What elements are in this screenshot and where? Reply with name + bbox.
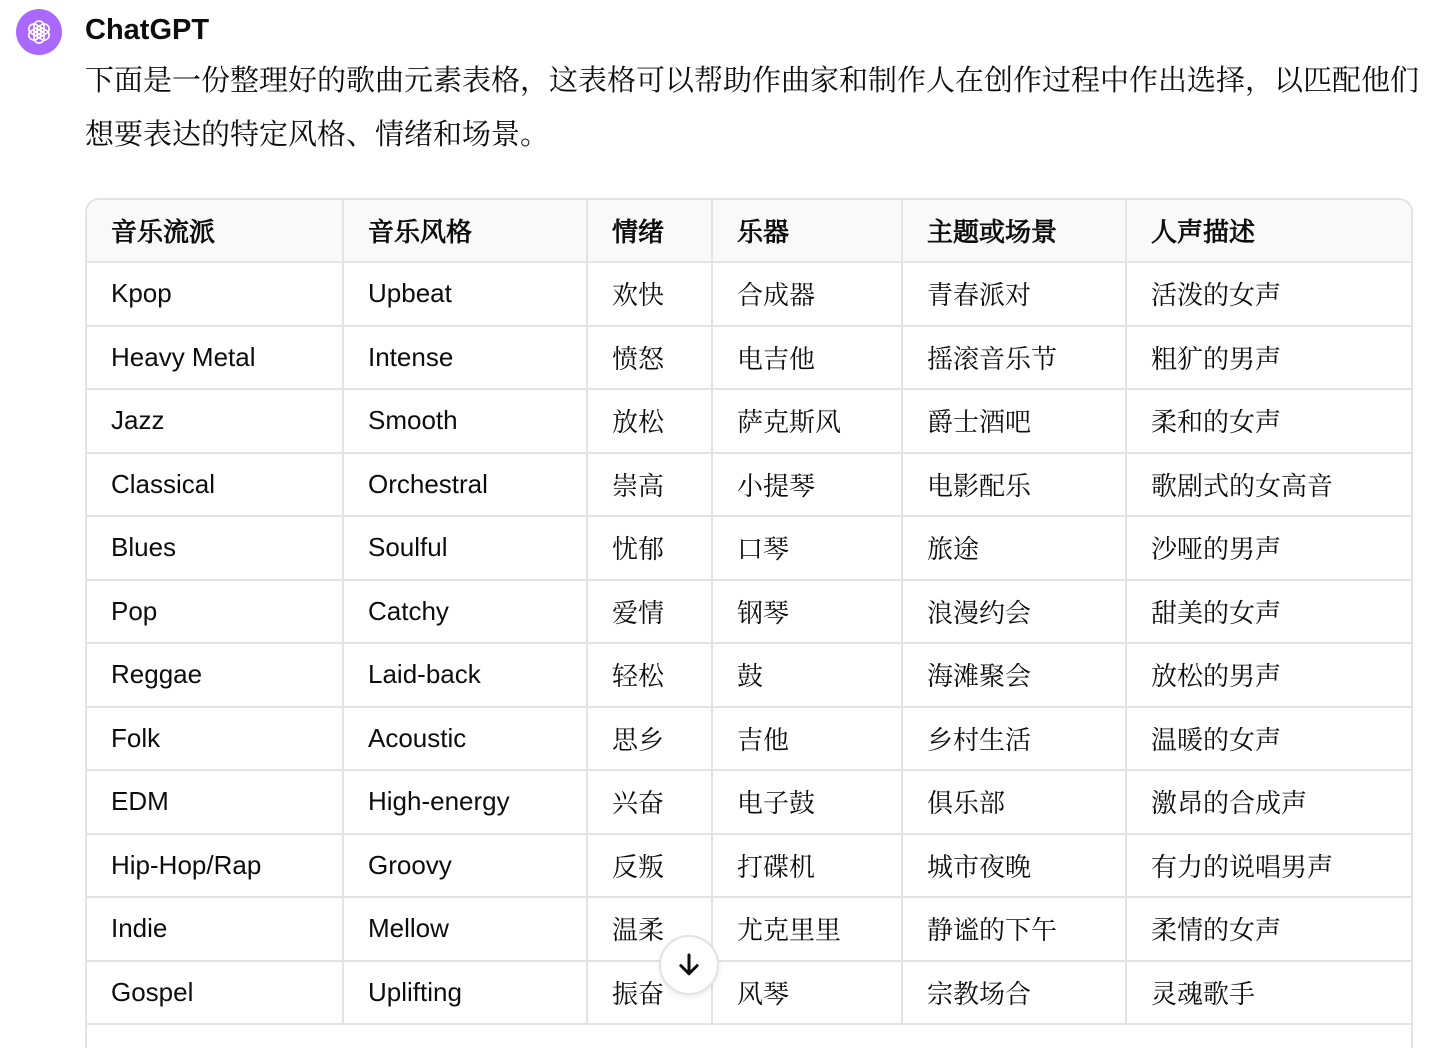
cell-instrument: 口琴 — [712, 516, 902, 580]
cell-genre: Gospel — [87, 961, 343, 1025]
table-row — [87, 262, 1413, 326]
column-header-instrument: 乐器 — [712, 200, 902, 262]
cell-instrument: 萨克斯风 — [712, 389, 902, 453]
cell-vocal: 有力的说唱男声 — [1126, 834, 1413, 898]
openai-logo-icon — [24, 17, 54, 47]
cell-instrument: 打碟机 — [712, 834, 902, 898]
arrow-down-icon — [674, 950, 704, 980]
cell-theme: 青春派对 — [902, 262, 1126, 326]
song-elements-table — [85, 198, 1413, 1048]
cell-genre: Classical — [87, 453, 343, 517]
table-row — [87, 643, 1413, 707]
cell-theme: 浪漫约会 — [902, 580, 1126, 644]
cell-mood: 欢快 — [587, 262, 712, 326]
cell-instrument: 吉他 — [712, 707, 902, 771]
cell-theme: 海滩聚会 — [902, 643, 1126, 707]
cell-instrument: 电子鼓 — [712, 770, 902, 834]
cell-vocal: 粗犷的男声 — [1126, 326, 1413, 390]
column-header-genre: 音乐流派 — [87, 200, 343, 262]
cell-mood: 思乡 — [587, 707, 712, 771]
cell-mood: 兴奋 — [587, 770, 712, 834]
cell-instrument: 小提琴 — [712, 453, 902, 517]
cell-instrument: 鼓 — [712, 643, 902, 707]
cell-instrument: 尤克里里 — [712, 897, 902, 961]
cell-style: Acoustic — [343, 707, 587, 771]
table-header-row — [87, 200, 1413, 262]
cell-style: Mellow — [343, 897, 587, 961]
table-row — [87, 389, 1413, 453]
column-header-vocal: 人声描述 — [1126, 200, 1413, 262]
cell-genre: Jazz — [87, 389, 343, 453]
column-header-style: 音乐风格 — [343, 200, 587, 262]
cell-style: Smooth — [343, 389, 587, 453]
cell-genre: Heavy Metal — [87, 326, 343, 390]
cell-mood: 轻松 — [587, 643, 712, 707]
cell-vocal: 柔情的女声 — [1126, 897, 1413, 961]
table-row — [87, 707, 1413, 771]
cell-style: Laid-back — [343, 643, 587, 707]
table-row — [87, 516, 1413, 580]
cell-genre: Folk — [87, 707, 343, 771]
cell-vocal: 歌剧式的女高音 — [1126, 453, 1413, 517]
cell-vocal: 甜美的女声 — [1126, 580, 1413, 644]
cell-genre: Hip-Hop/Rap — [87, 834, 343, 898]
table-row — [87, 580, 1413, 644]
cell-theme: 宗教场合 — [902, 961, 1126, 1025]
cell-vocal: 柔和的女声 — [1126, 389, 1413, 453]
cell-mood: 反叛 — [587, 834, 712, 898]
cell-vocal: 激昂的合成声 — [1126, 770, 1413, 834]
scroll-to-bottom-button[interactable] — [659, 935, 719, 995]
cell-theme: 城市夜晚 — [902, 834, 1126, 898]
table-row — [87, 770, 1413, 834]
cell-vocal: 沙哑的男声 — [1126, 516, 1413, 580]
column-header-mood: 情绪 — [587, 200, 712, 262]
cell-instrument: 电吉他 — [712, 326, 902, 390]
message-text: 下面是一份整理好的歌曲元素表格，这表格可以帮助作曲家和制作人在创作过程中作出选择，以匹配他们想要表达的特定风格、情绪和场景。 — [85, 63, 1420, 151]
cell-genre: EDM — [87, 770, 343, 834]
cell-mood: 愤怒 — [587, 326, 712, 390]
avatar — [16, 9, 62, 55]
table-row — [87, 897, 1413, 961]
cell-mood: 忧郁 — [587, 516, 712, 580]
cell-instrument: 钢琴 — [712, 580, 902, 644]
table — [87, 200, 1413, 1025]
table-row — [87, 326, 1413, 390]
cell-vocal: 放松的男声 — [1126, 643, 1413, 707]
cell-style: Groovy — [343, 834, 587, 898]
cell-genre: Indie — [87, 897, 343, 961]
cell-theme: 乡村生活 — [902, 707, 1126, 771]
cell-genre: Kpop — [87, 262, 343, 326]
cell-mood: 振奋 — [587, 961, 712, 1025]
cell-theme: 摇滚音乐节 — [902, 326, 1126, 390]
cell-genre: Blues — [87, 516, 343, 580]
cell-mood: 放松 — [587, 389, 712, 453]
cell-mood: 温柔 — [587, 897, 712, 961]
sender-name: ChatGPT — [85, 14, 210, 46]
table-row — [87, 834, 1413, 898]
cell-genre: Reggae — [87, 643, 343, 707]
cell-mood: 崇高 — [587, 453, 712, 517]
cell-theme: 静谧的下午 — [902, 897, 1126, 961]
cell-style: High-energy — [343, 770, 587, 834]
cell-style: Upbeat — [343, 262, 587, 326]
cell-vocal: 灵魂歌手 — [1126, 961, 1413, 1025]
cell-genre: Pop — [87, 580, 343, 644]
cell-style: Intense — [343, 326, 587, 390]
cell-style: Uplifting — [343, 961, 587, 1025]
cell-theme: 爵士酒吧 — [902, 389, 1126, 453]
cell-instrument: 合成器 — [712, 262, 902, 326]
cell-style: Orchestral — [343, 453, 587, 517]
table-row — [87, 961, 1413, 1025]
cell-instrument: 风琴 — [712, 961, 902, 1025]
cell-vocal: 温暖的女声 — [1126, 707, 1413, 771]
cell-theme: 俱乐部 — [902, 770, 1126, 834]
cell-mood: 爱情 — [587, 580, 712, 644]
column-header-theme: 主题或场景 — [902, 200, 1126, 262]
table-row — [87, 453, 1413, 517]
cell-style: Catchy — [343, 580, 587, 644]
cell-style: Soulful — [343, 516, 587, 580]
cell-theme: 电影配乐 — [902, 453, 1126, 517]
cell-vocal: 活泼的女声 — [1126, 262, 1413, 326]
cell-theme: 旅途 — [902, 516, 1126, 580]
